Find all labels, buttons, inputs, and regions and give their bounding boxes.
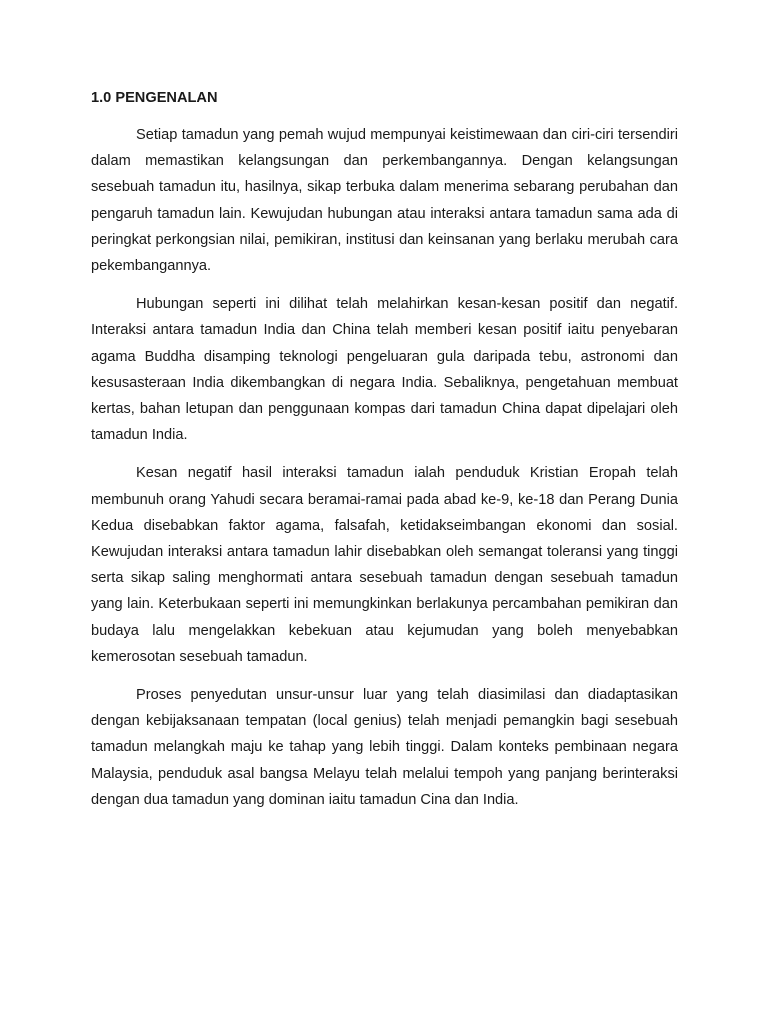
paragraph-2: Hubungan seperti ini dilihat telah melahirkan kesan-kesan positif dan negatif. Interaksi antara tamadun India dan China telah memberi kesan positif iaitu penyebaran agama Buddha disamping teknologi pengeluaran gula daripada tebu, astronomi dan kesusasteraan India dikembangkan di negara India. Sebaliknya, pengetahuan membuat kertas, bahan letupan dan penggunaan kompas dari tamadun China dapat dipelajari oleh tamadun India. <box>91 296 678 444</box>
paragraph-3: Kesan negatif hasil interaksi tamadun ialah penduduk Kristian Eropah telah membunuh orang Yahudi secara beramai-ramai pada abad ke-9, ke-18 dan Perang Dunia Kedua disebabkan faktor agama, falsafah, ketidakseimbangan ekonomi dan sosial. Kewujudan interaksi antara tamadun lahir disebabkan oleh semangat toleransi yang tinggi serta sikap saling menghormati antara sesebuah tamadun dengan sesebuah tamadun yang lain. Keterbukaan seperti ini memungkinkan berlakunya percambahan pemikiran dan budaya lalu mengelakkan kebekuan atau kejumudan yang boleh menyebabkan kemerosotan sesebuah tamadun. <box>91 465 678 665</box>
paragraph-4: Proses penyedutan unsur-unsur luar yang telah diasimilasi dan diadaptasikan dengan kebijaksanaan tempatan (local genius) telah menjadi pemangkin bagi sesebuah tamadun melangkah maju ke tahap yang lebih tinggi. Dalam konteks pembinaan negara Malaysia, penduduk asal bangsa Melayu telah melalui tempoh yang panjang berinteraksi dengan dua tamadun yang dominan iaitu tamadun Cina dan India. <box>91 687 678 808</box>
document-body <box>91 88 678 825</box>
paragraph-1: Setiap tamadun yang pemah wujud mempunyai keistimewaan dan ciri-ciri tersendiri dalam memastikan kelangsungan dan perkembangannya. Dengan kelangsungan sesebuah tamadun itu, hasilnya, sikap terbuka dalam menerima sebarang perubahan dan pengaruh tamadun lain. Kewujudan hubungan atau interaksi antara tamadun sama ada di peringkat perkongsian nilai, pemikiran, institusi dan keinsanan yang berlaku merubah cara pekembangannya. <box>91 127 678 275</box>
section-heading: 1.0 PENGENALAN <box>91 90 218 106</box>
